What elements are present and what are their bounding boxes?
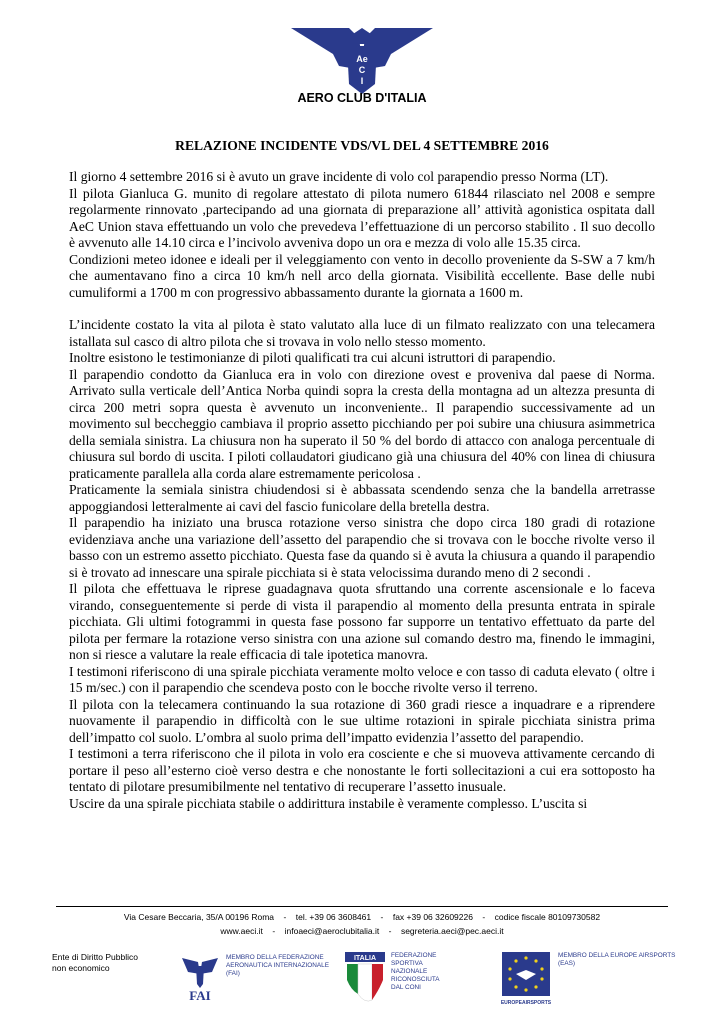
paragraph-1: Il giorno 4 settembre 2016 si è avuto un grave incidente di volo col parapendio presso Norma (LT). [69,169,609,184]
paragraph-11: Il pilota con la telecamera continuando la sua rotazione di 360 gradi riesce a inquadrare e a riprendere nuovamente il parapendio in difficoltà con le sue ultime rotazioni in spirale picchiata sinistra prima dell’impatto col suolo. L’ombra al suolo prima dell’impatto evidenzia l’assetto del parapendio. [69,696,655,745]
legal-status [52,952,138,974]
coni-italia-shield-logo [343,950,387,1006]
paragraph-7: Praticamente la semiala sinistra chiudendosi si è abbassata scendendo senza che la bandella arretrasse appoggiandosi letteralmente ai cavi del fascio funicolare della bretella destra. [69,482,655,514]
logo-letters-ae: Ae [356,54,368,64]
legal-status-line-2: non economico [52,963,110,973]
paragraph-5: Inoltre esistono le testimonianze di piloti qualificati tra cui alcuni istruttori di parapendio. [69,350,556,365]
document-title: RELAZIONE INCIDENTE VDS/VL DEL 4 SETTEMBRE 2016 [175,138,549,153]
coni-recognition-text [391,952,461,992]
italia-label: ITALIA [353,955,377,962]
paragraph-13: Uscire da una spirale picchiata stabile o addirittura instabile è veramente complesso. L’uscita si [69,795,588,811]
fai-logo [178,952,222,1002]
coni-text-line-4: RICONOSCIUTA [391,976,440,983]
footer-separator [56,906,668,907]
paragraph-6: Il parapendio condotto da Gianluca era in volo con direzione ovest e proveniva dal paese di Norma. Arrivato sulla verticale dell’Antica Norba quindi sopra la cresta della montagna ad un altezza presunta di circa 200 metri sopra questa è avvenuto un inconveniente.. Il parapendio successivamente ad un movimento sul beccheggio cambiava il proprio assetto picchiando per poi subire una chiusura asimmetrica della semiala sinistra. La chiusura non ha superato il 50 % del bordo di attacco con analoga percentuale di chiusura sul bordo di uscita. I piloti collaudatori giudicano già una chiusura del 40% con linea di chiusura praticamente parallela alla corda alare estremamente pericolosa . [69,366,655,481]
legal-status-line-1: Ente di Diritto Pubblico [52,952,138,962]
fai-membership-text: MEMBRO DELLA FEDERAZIONE AERONAUTICA INTERNAZIONALE (FAI) [226,954,329,977]
paragraph-10: I testimoni riferiscono di una spirale picchiata veramente molto veloce e con tasso di caduta elevato ( oltre i 15 m/sec.) con il parapendio che scendeva posto con le bocche rivolte verso il terreno. [69,663,655,695]
coni-text-line-1: FEDERAZIONE [391,952,437,959]
organization-name: AERO CLUB D'ITALIA [297,91,427,105]
aeroclub-eagle-logo [289,26,435,96]
coni-text-line-3: NAZIONALE [391,968,428,975]
paragraph-9: Il pilota che effettuava le riprese guadagnava quota sfruttando una corrente ascensionale e lo faceva virando, conseguentemente si perde di vista il parapendio al momento della presunta entrata in spirale picchiata. Gli ultimi fotogrammi in questa fase possono far supporre un tentativo effettuato da parte del pilota per fermare la rotazione verso sinistra con una azione sul comando destro ma, finendo le immagini, non si riesce a valutare la reale efficacia di tale ipotetica manovra. [69,581,655,662]
footer-contacts: www.aeci.it - infoaeci@aeroclubitalia.it - segreteria.aeci@pec.aeci.it [220,926,504,936]
paragraph-3: Condizioni meteo idonee e ideali per il veleggiamento con vento in decollo proveniente da S-SW a 7 km/h che aumentavano fino a circa 10 km/h nell arco della giornata. Visibilità eccellente. Base delle nubi cumuliformi a 1700 m con progressivo abbassamento durante la giornata a 1600 m. [69,251,655,300]
eas-logo [500,950,552,1006]
logo-letters-i: I [360,76,364,86]
fai-label: FAI [189,988,211,1002]
coni-text-line-5: DAL CONI [391,984,421,991]
paragraph-4: L’incidente costato la vita al pilota è stato valutato alla luce di un filmato realizzato con una telecamera istallata sul casco di altro pilota che si trovava in volo nello stesso momento. [69,317,655,349]
eas-label: EUROPEAIRSPORTS [500,1000,552,1006]
eas-membership-text: MEMBRO DELLA EUROPE AIRSPORTS (EAS) [558,952,676,967]
document-body [69,169,655,812]
paragraph-12: I testimoni a terra riferiscono che il pilota in volo era cosciente e che si muoveva attivamente cercando di portare il peso all’esterno cioè verso destra e che nonostante le forti sollecitazioni a cui era sottoposto ha tentato di pilotare presumibilmente nel tentativo di recuperare l’assetto inusuale. [69,746,655,794]
coni-text-line-2: SPORTIVA [391,960,423,967]
paragraph-2: Il pilota Gianluca G. munito di regolare attestato di pilota numero 61844 rilasciato nel 2008 e sempre regolarmente rinnovato ,partecipando ad una giornata di preparazione all’ attività agonistica ospitata dall AeC Union stava effettuando un volo che prevedeva l’effettuazione di un percorso stabilito . Il suo decollo è avvenuto alle 14.10 circa e l’incivolo avveniva dopo un ora e mezza di volo alle 15.35 circa. [69,185,655,250]
footer-address: Via Cesare Beccaria, 35/A 00196 Roma - tel. +39 06 3608461 - fax +39 06 32609226 - codice fiscale 80109730582 [123,912,601,922]
logo-letters-c: C [358,65,366,75]
paragraph-8: Il parapendio ha iniziato una brusca rotazione verso sinistra che dopo circa 180 gradi di rotazione evidenziava anche una variazione dell’assetto del parapendio che si trovava con le bocche rivolte verso il basso con un estremo assetto picchiato. Questa fase da quando si è avuta la chiusura a quando il parapendio si è trovato ad innescare una spirale picchiata si è stata velocissima durando meno di 2 secondi . [69,515,655,580]
